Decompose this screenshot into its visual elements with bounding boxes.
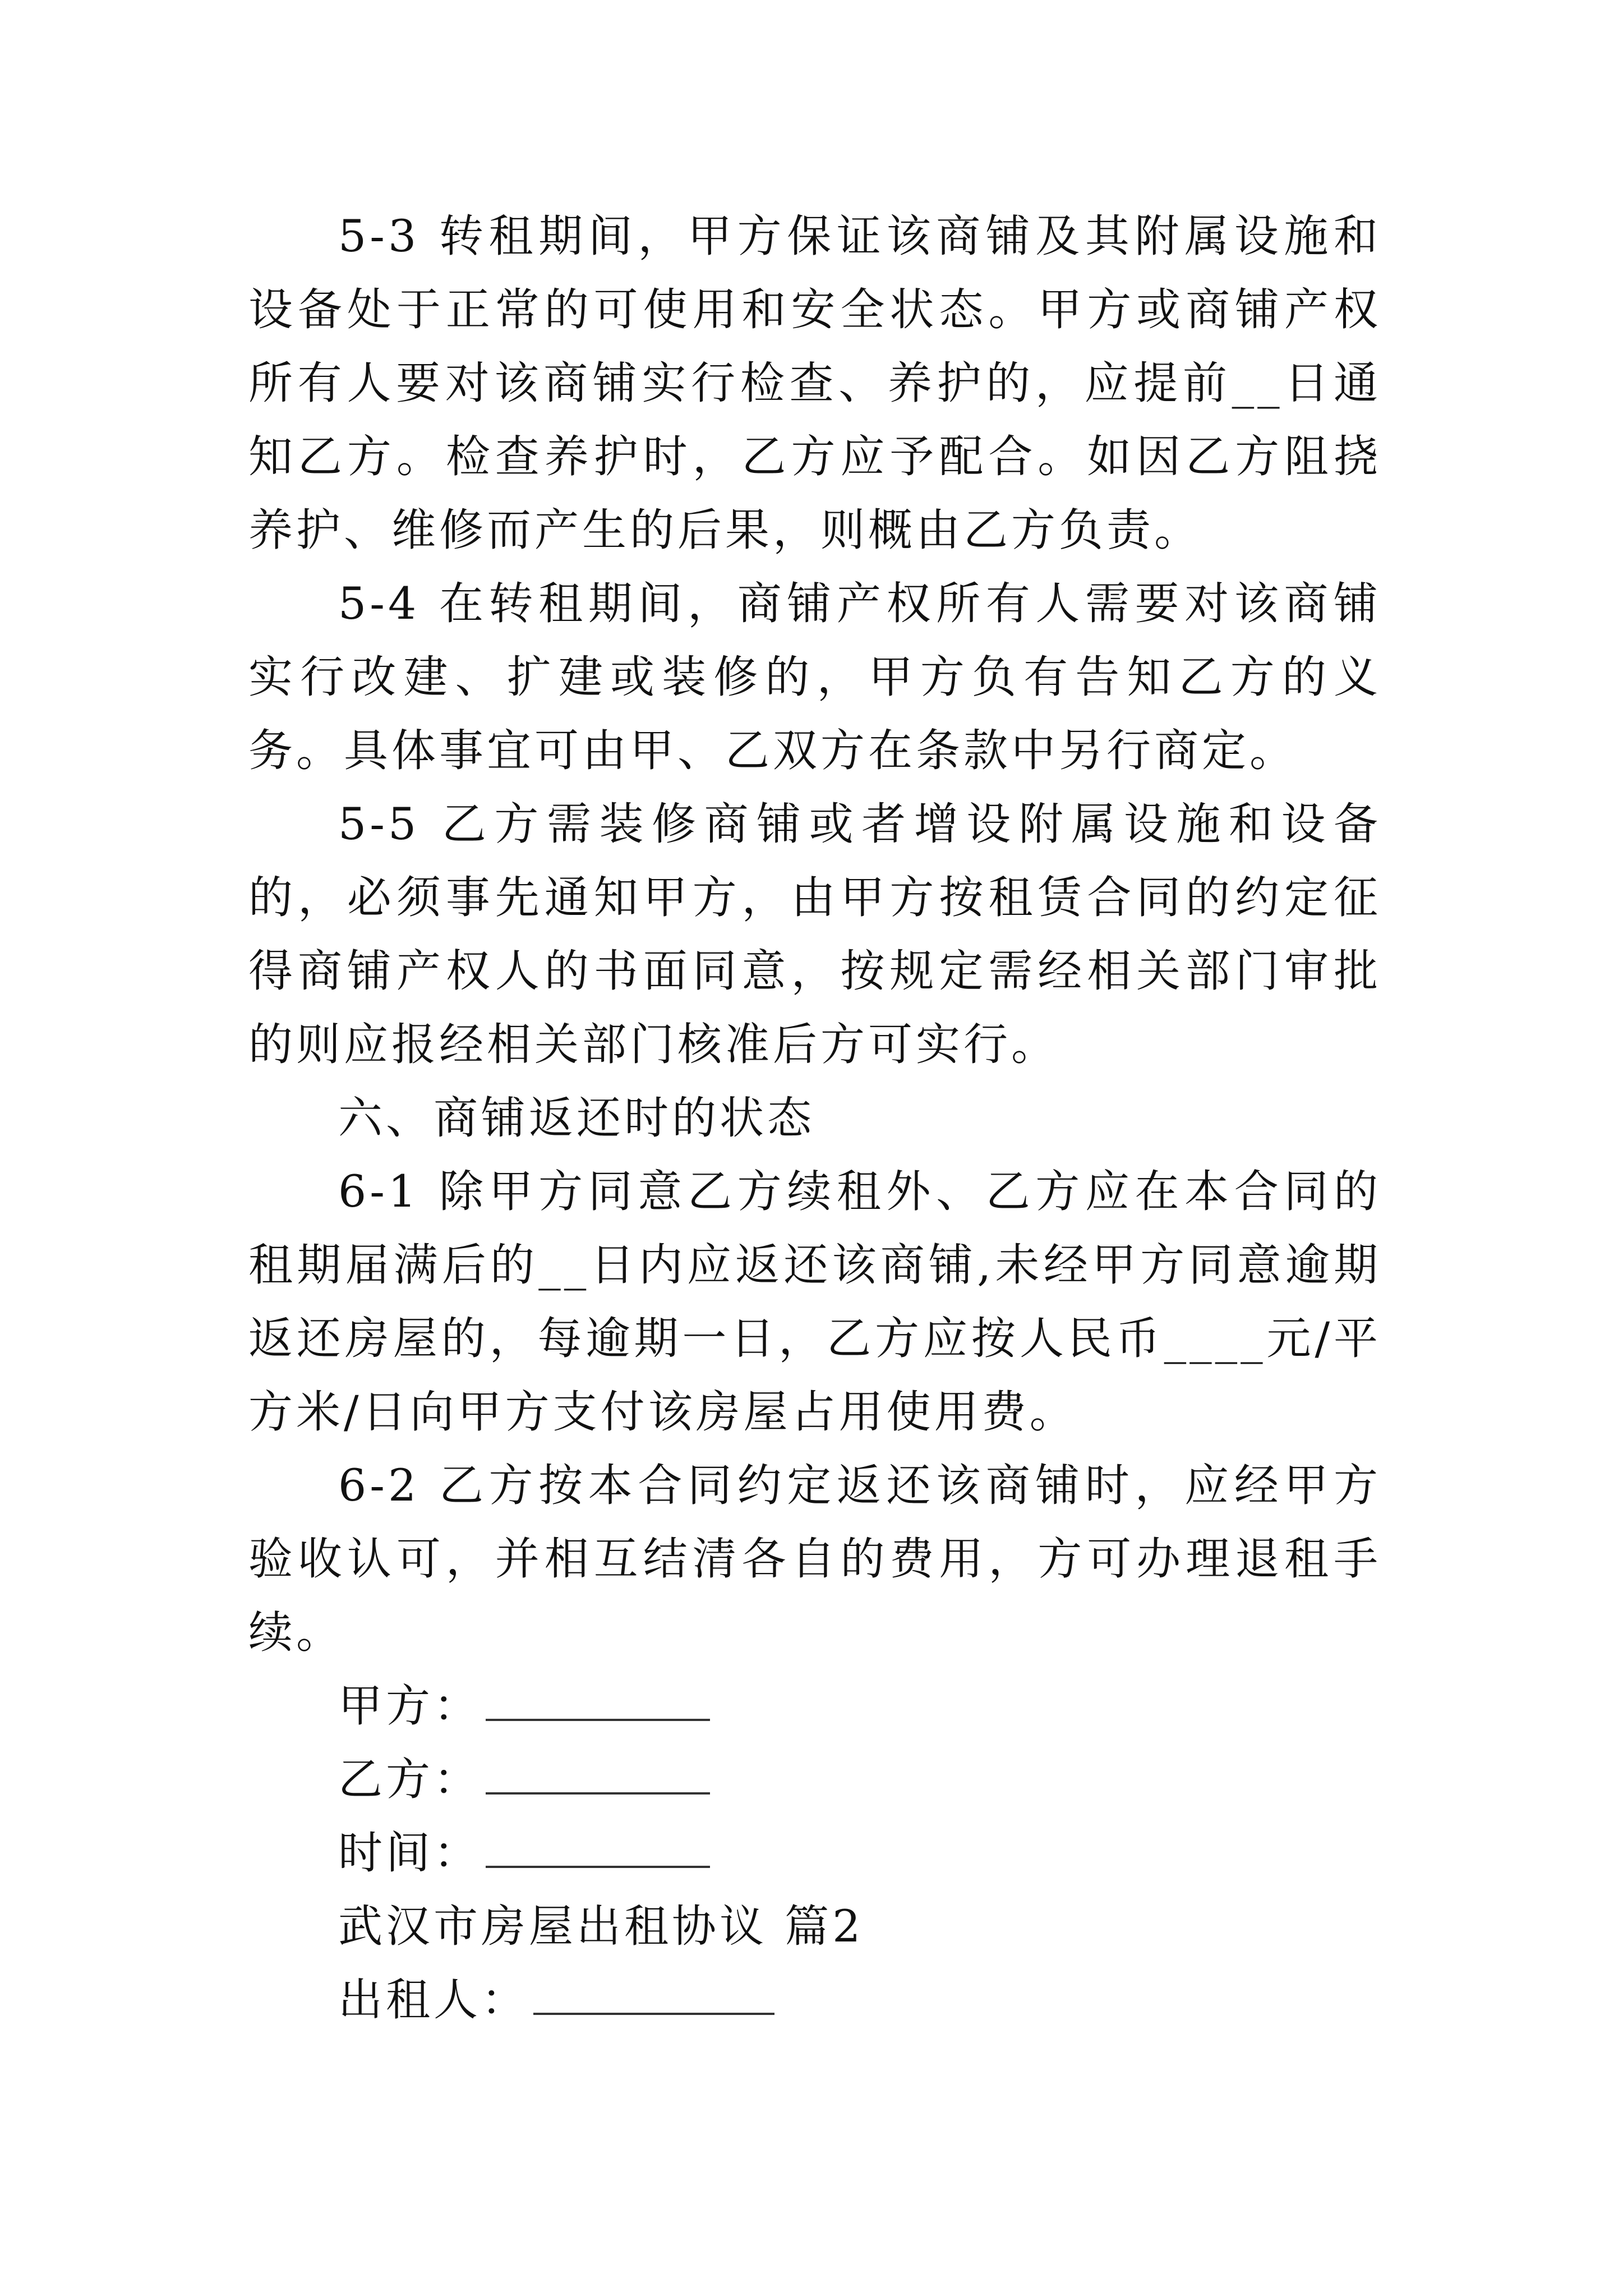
clause-5-4: 5-4 在转租期间，商铺产权所有人需要对该商铺实行改建、扩建或装修的，甲方负有告知乙方的义务。具体事宜可由甲、乙双方在条款中另行商定。 [248, 578, 1381, 776]
section-heading-six: 六、商铺返还时的状态 [338, 1092, 815, 1144]
party-a-label: 甲方： [338, 1680, 481, 1732]
party-a-blank [486, 1713, 710, 1721]
clause-6-1: 6-1 除甲方同意乙方续租外、乙方应在本合同的租期届满后的__日内应返还该商铺,未经甲方同意逾期返还房屋的，每逾期一日，乙方应按人民币____元/平方米/日向甲方支付该房屋占用使用费。 [248, 1166, 1381, 1438]
date-signature-line [248, 1816, 1381, 1890]
clause-5-5: 5-5 乙方需装修商铺或者增设附属设施和设备的，必须事先通知甲方，由甲方按租赁合同的约定征得商铺产权人的书面同意，按规定需经相关部门审批的则应报经相关部门核准后方可实行。 [248, 798, 1381, 1070]
party-b-signature-line [248, 1743, 1381, 1816]
party-a-signature-line [248, 1669, 1381, 1743]
clause-6-2: 6-2 乙方按本合同约定返还该商铺时，应经甲方验收认可，并相互结清各自的费用，方可办理退租手续。 [248, 1460, 1381, 1658]
lessor-blank [533, 2007, 774, 2015]
lessor-line [248, 1963, 1381, 2037]
lessor-label: 出租人： [338, 1974, 529, 2026]
party-b-blank [486, 1787, 710, 1795]
next-section-title: 武汉市房屋出租协议 篇2 [338, 1901, 864, 1952]
document-body [248, 200, 1381, 2037]
party-b-label: 乙方： [338, 1754, 481, 1805]
date-label: 时间： [338, 1827, 481, 1879]
date-blank [486, 1860, 710, 1868]
clause-5-3: 5-3 转租期间，甲方保证该商铺及其附属设施和设备处于正常的可使用和安全状态。甲方或商铺产权所有人要对该商铺实行检查、养护的，应提前__日通知乙方。检查养护时，乙方应予配合。如因乙方阻挠养护、维修而产生的后果，则概由乙方负责。 [248, 210, 1381, 556]
